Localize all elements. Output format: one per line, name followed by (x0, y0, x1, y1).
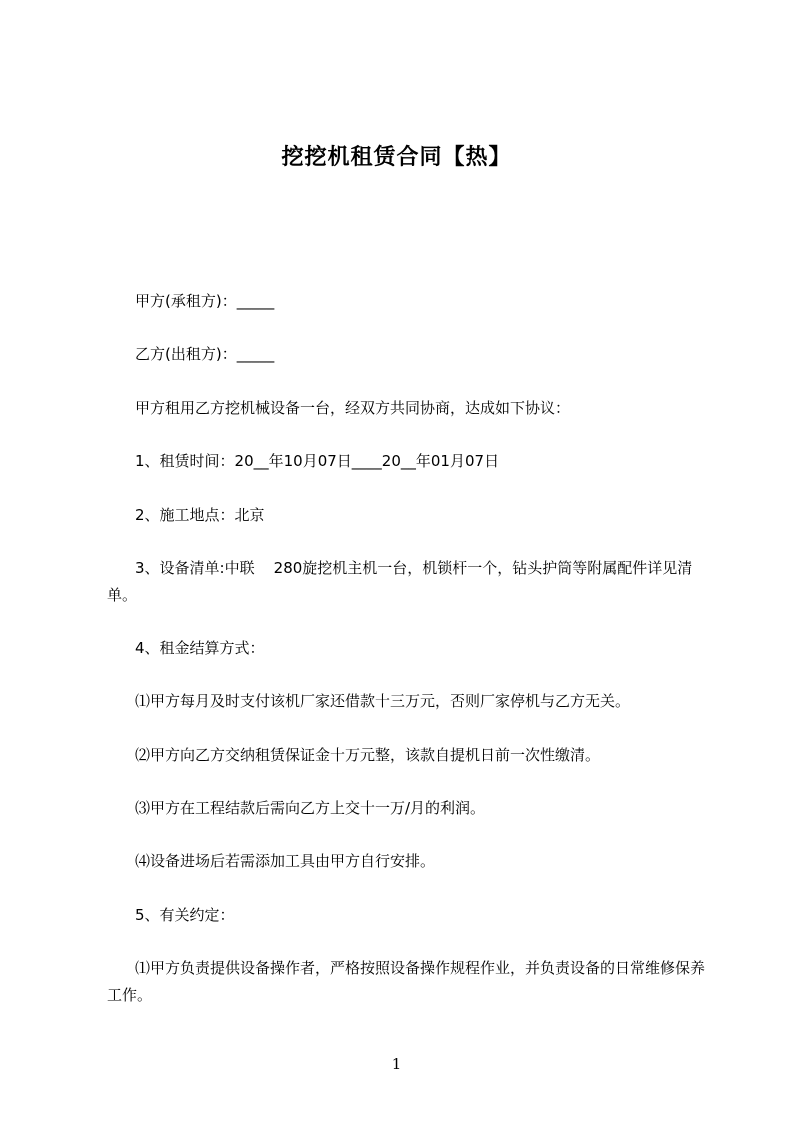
payment-item-3: ⑶甲方在工程结款后需向乙方上交十一万/月的利润。 (135, 799, 486, 817)
clause-agreements: 5、有关约定： (135, 906, 235, 924)
clause-payment-method: 4、租金结算方式： (135, 639, 265, 657)
agreement-item-1: ⑴甲方负责提供设备操作者，严格按照设备操作规程作业，并负责设备的日常维修保养工作。 (107, 959, 706, 1004)
page-number: 1 (391, 1055, 402, 1073)
payment-item-4: ⑷设备进场后若需添加工具由甲方自行安排。 (135, 852, 436, 870)
agreement-intro: 甲方租用乙方挖机械设备一台，经双方共同协商，达成如下协议： (135, 399, 571, 417)
payment-item-1: ⑴甲方每月及时支付该机厂家还借款十三万元，否则厂家停机与乙方无关。 (135, 692, 631, 710)
document-title: 挖挖机租赁合同【热】 (281, 145, 512, 170)
payment-item-2: ⑵甲方向乙方交纳租赁保证金十万元整，该款自提机日前一次性缴清。 (135, 746, 601, 764)
clause-rental-period: 1、租赁时间：20__年10月07日____20__年01月07日 (135, 452, 500, 470)
clause-site-location: 2、施工地点：北京 (135, 506, 265, 524)
clause-equipment-list: 3、设备清单:中联 280旋挖机主机一台，机锁杆一个，钻头护筒等附属配件详见清单。 (107, 559, 693, 604)
party-b-line: 乙方(出租方)：_____ (135, 345, 275, 363)
party-a-line: 甲方(承租方)：_____ (135, 292, 275, 310)
